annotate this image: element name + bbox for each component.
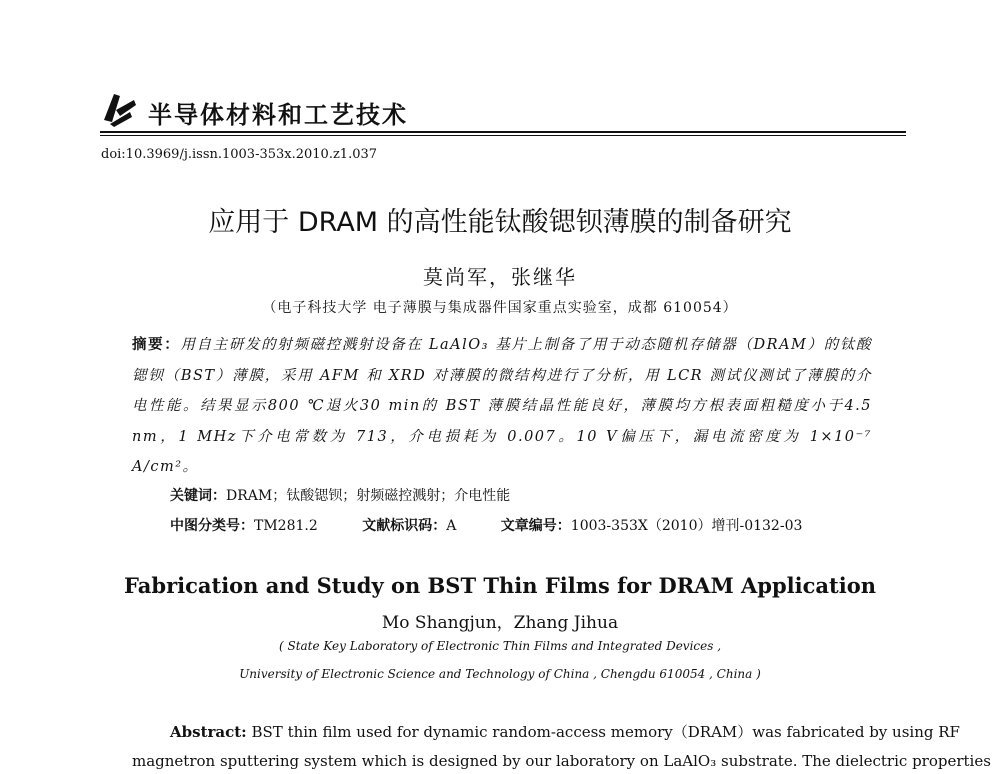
affiliation-en-line1: ( State Key Laboratory of Electronic Thin Films and Integrated Devices , <box>278 639 722 653</box>
affiliation-en-line2: University of Electronic Science and Technology of China , Chengdu 610054 , China ) <box>239 667 761 681</box>
doc-code <box>362 518 456 534</box>
article-value: 1003-353X（2010）增刊-0132-03 <box>570 518 803 534</box>
title-cn: 应用于 DRAM 的高性能钛酸锶钡薄膜的制备研究 <box>208 207 792 238</box>
clc-number <box>170 518 318 534</box>
classification-line <box>170 515 802 535</box>
clc-label: 中图分类号： <box>170 518 254 534</box>
article-number <box>501 518 803 534</box>
abstract-en-line2: magnetron sputtering system which is designed by our laboratory on LaAlO₃ substrate. The dielectric properties <box>132 752 991 770</box>
header-rule-thick <box>100 131 906 133</box>
keywords-cn-text: DRAM；钛酸锶钡；射频磁控溅射；介电性能 <box>226 488 511 504</box>
authors-cn: 莫尚军，张继华 <box>423 265 577 289</box>
header-rule-thin <box>100 135 906 136</box>
abstract-cn-label: 摘要： <box>132 336 181 353</box>
keywords-cn <box>170 485 510 505</box>
article-label: 文章编号： <box>500 518 571 534</box>
journal-logo-icon <box>100 90 138 128</box>
clc-value: TM281.2 <box>254 518 318 534</box>
abstract-cn <box>132 330 872 483</box>
title-en: Fabrication and Study on BST Thin Films for DRAM Application <box>124 573 876 598</box>
journal-name: 半导体材料和工艺技术 <box>148 100 408 129</box>
keywords-cn-label: 关键词： <box>170 488 226 504</box>
doc-label: 文献标识码： <box>362 518 447 534</box>
abstract-en-line1: BST thin film used for dynamic random-access memory（DRAM）was fabricated by using RF <box>246 723 960 741</box>
abstract-cn-text: 用自主研发的射频磁控溅射设备在 LaAlO₃ 基片上制备了用于动态随机存储器（DRAM）的钛酸锶钡（BST）薄膜，采用 AFM 和 XRD 对薄膜的微结构进行了分析，用 LCR 测试仪测试了薄膜的介电性能。结果显示800 ℃退火30 min的 BST 薄膜结晶性能良好，薄膜均方根表面粗糙度小于4.5 nm，1 MHz下介电常数为 713，介电损耗为 0.007。10 V偏压下，漏电流密度为 1×10⁻⁷ A/cm²。 <box>132 337 872 475</box>
affiliation-cn: （电子科技大学 电子薄膜与集成器件国家重点实验室，成都 610054） <box>262 300 738 316</box>
journal-header <box>100 90 906 130</box>
abstract-en <box>170 721 960 742</box>
abstract-en-label: Abstract: <box>170 723 247 741</box>
doi: doi:10.3969/j.issn.1003-353x.2010.z1.037 <box>101 147 378 162</box>
doc-value: A <box>446 518 457 534</box>
authors-en: Mo Shangjun，Zhang Jihua <box>381 613 619 633</box>
